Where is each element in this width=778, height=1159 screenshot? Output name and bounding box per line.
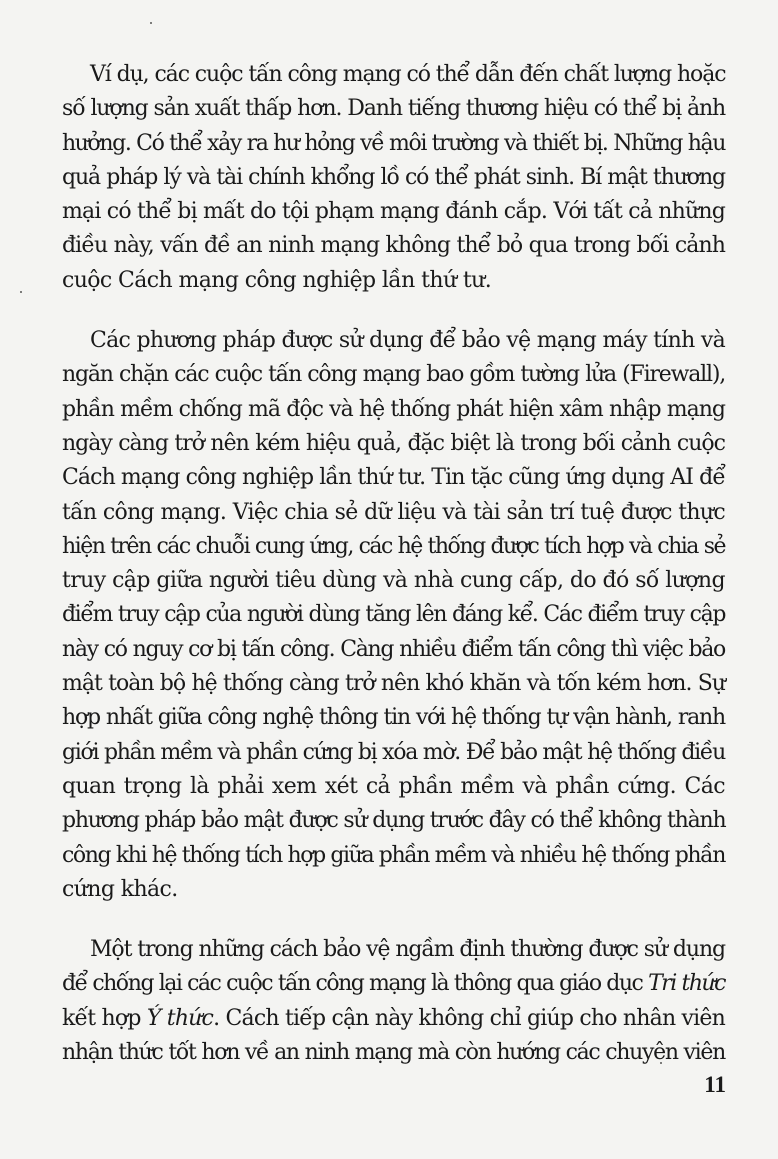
text-line: điều này, vấn đề an ninh mạng không thể bỏ qua trong bối cảnh — [62, 233, 725, 259]
text-line: Các phương pháp được sử dụng để bảo vệ mạng máy tính và — [90, 328, 725, 354]
text-line: kết hợp Ý thức. Cách tiếp cận này không chỉ giúp cho nhân viên — [62, 1005, 726, 1031]
text-line: truy cập giữa người tiêu dùng và nhà cung cấp, do đó số lượng — [62, 568, 725, 594]
text-line: cuộc Cách mạng công nghiệp lần thứ tư. — [62, 267, 492, 293]
text-line: để chống lại các cuộc tấn công mạng là thông qua giáo dục Tri thức — [62, 971, 725, 997]
paragraph-1 — [62, 58, 725, 298]
text-line: điểm truy cập của người dùng tăng lên đáng kể. Các điểm truy cập — [62, 602, 725, 628]
text-line: nhận thức tốt hơn về an ninh mạng mà còn hướng các chuyên viên — [62, 1040, 725, 1066]
paragraph-3 — [62, 933, 725, 1070]
text-line: này có nguy cơ bị tấn công. Càng nhiều điểm tấn công thì việc bảo — [62, 636, 725, 662]
text-line: quả pháp lý và tài chính khổng lồ có thể phát sinh. Bí mật thương — [62, 164, 725, 190]
text-line: hiện trên các chuỗi cung ứng, các hệ thống được tích hợp và chia sẻ — [62, 533, 725, 559]
body-text — [62, 58, 725, 1096]
text-line: phần mềm chống mã độc và hệ thống phát hiện xâm nhập mạng — [62, 396, 725, 422]
text-line: tấn công mạng. Việc chia sẻ dữ liệu và tài sản trí tuệ được thực — [62, 499, 725, 525]
paper-speck — [20, 291, 22, 293]
text-line: mật toàn bộ hệ thống càng trở nên khó khăn và tốn kém hơn. Sự — [62, 671, 725, 697]
text-line: cứng khác. — [62, 876, 178, 902]
text-line: hợp nhất giữa công nghệ thông tin với hệ thống tự vận hành, ranh — [62, 705, 725, 731]
text-line: ngày càng trở nên kém hiệu quả, đặc biệt là trong bối cảnh cuộc — [62, 430, 725, 456]
text-line: giới phần mềm và phần cứng bị xóa mờ. Để bảo mật hệ thống điều — [62, 739, 725, 765]
text-line: Cách mạng công nghiệp lần thứ tư. Tin tặc cũng ứng dụng AI để — [62, 465, 725, 491]
paper-speck — [150, 22, 152, 24]
text-line: mại có thể bị mất do tội phạm mạng đánh cắp. Với tất cả những — [62, 199, 726, 225]
text-line: Ví dụ, các cuộc tấn công mạng có thể dẫn đến chất lượng hoặc — [90, 62, 726, 87]
text-line: số lượng sản xuất thấp hơn. Danh tiếng thương hiệu có thể bị ảnh — [62, 96, 726, 122]
text-line: hưởng. Có thể xảy ra hư hỏng về môi trường và thiết bị. Những hậu — [62, 130, 725, 156]
text-line: ngăn chặn các cuộc tấn công mạng bao gồm tường lửa (Firewall), — [62, 362, 725, 388]
text-line: Một trong những cách bảo vệ ngầm định thường được sử dụng — [90, 937, 725, 963]
text-line: công khi hệ thống tích hợp giữa phần mềm và nhiều hệ thống phần — [62, 842, 725, 868]
page-number: 11 — [704, 1072, 726, 1097]
paragraph-2 — [62, 324, 725, 907]
text-line: quan trọng là phải xem xét cả phần mềm và phần cứng. Các — [62, 773, 725, 799]
text-line: phương pháp bảo mật được sử dụng trước đây có thể không thành — [62, 808, 726, 834]
